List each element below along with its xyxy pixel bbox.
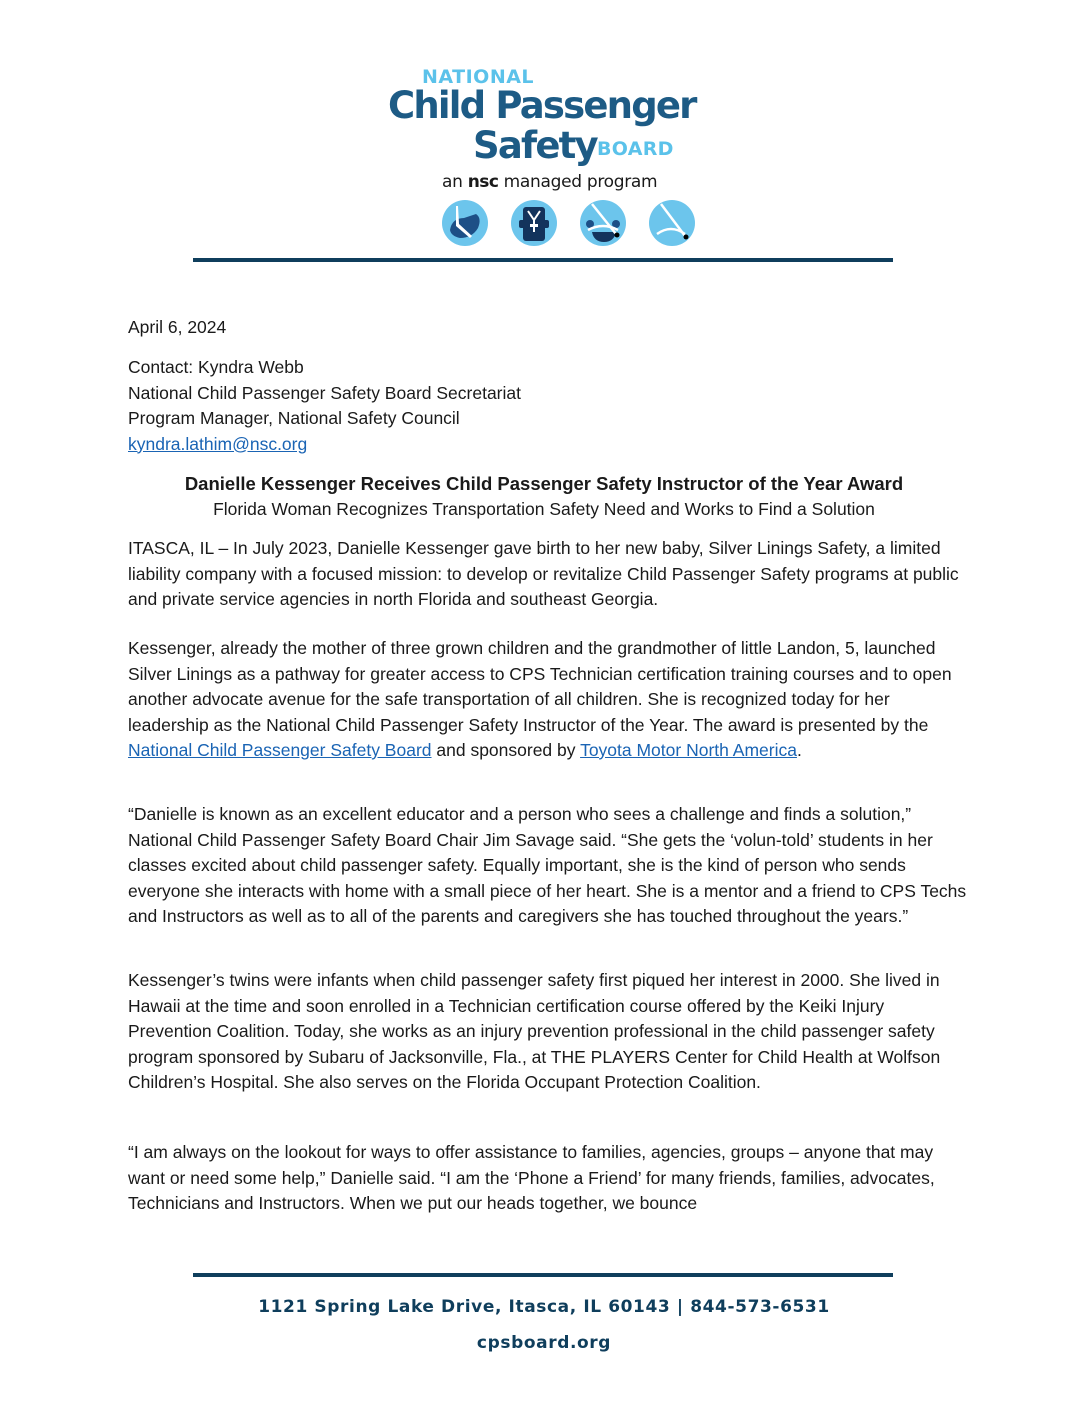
seat-belt-icon (649, 200, 695, 246)
paragraph-4: Kessenger’s twins were infants when child passenger safety first piqued her interest in 2000. She lived in Hawaii at the time and soon enrolled in a Technician certification course offered by the Keiki Injury Prevention Coalition. Today, she works as an injury prevention professional in the child passenger safety program sponsored by Subaru of Jacksonville, Fla., at THE PLAYERS Center for Child Health at Wolfson Children’s Hospital. She also serves on the Florida Occupant Protection Coalition. (128, 970, 941, 1092)
logo-board-text: BOARD (597, 138, 674, 160)
release-date: April 6, 2024 (128, 317, 227, 337)
footer-address: 1121 Spring Lake Drive, Itasca, IL 60143 | 844-573-6531 (258, 1297, 830, 1317)
contact-block (128, 355, 968, 457)
paragraph-2-text-end: . (796, 740, 802, 760)
paragraph-5: “I am always on the lookout for ways to offer assistance to families, agencies, groups – anyone that may want or need some help,” Danielle said. “I am the ‘Phone a Friend’ for many friends, families, advocates, Technicians and Instructors. When we put our heads together, we bounce (128, 1142, 935, 1213)
paragraph-2 (128, 636, 968, 764)
booster-seat-icon (580, 200, 626, 246)
contact-title: Program Manager, National Safety Council (128, 408, 460, 428)
harness-seat-icon (511, 200, 557, 246)
paragraph-3: “Danielle is known as an excellent educator and a person who sees a challenge and finds a solution,” National Child Passenger Safety Board Chair Jim Savage said. “She gets the ‘volun-told’ students in her classes excited about child passenger safety. Equally important, she is the kind of person who sends everyone she interacts with home with a small piece of her heart. She is a mentor and a friend to CPS Techs and Instructors as well as to all of the parents and caregivers she has touched throughout the years.” (128, 804, 967, 926)
paragraph-2-text: Kessenger, already the mother of three grown children and the grandmother of little Landon, 5, launched Silver Linings as a pathway for greater access to CPS Technician certification training courses and to open another advocate avenue for the safe transportation of all children. She is recognized today for her leadership as the National Child Passenger Safety Instructor of the Year. The award is presented by the (128, 638, 952, 735)
toyota-link[interactable]: Toyota Motor North America (580, 740, 797, 760)
header-divider (193, 258, 893, 262)
infant-seat-icon (442, 200, 488, 246)
logo-tagline (442, 172, 657, 192)
logo-icon-row (442, 200, 702, 246)
paragraph-1: ITASCA, IL – In July 2023, Danielle Kessenger gave birth to her new baby, Silver Linings Safety, a limited liability company with a focused mission: to develop or revitalize Child Passenger Safety programs at public and private service agencies in north Florida and southeast Georgia. (128, 538, 959, 609)
tagline-prefix: an (442, 172, 468, 192)
headline: Danielle Kessenger Receives Child Passenger Safety Instructor of the Year Award (184, 473, 904, 494)
footer-website: cpsboard.org (476, 1333, 612, 1353)
tagline-nsc-brand: nsc (467, 172, 499, 192)
contact-email-link[interactable]: kyndra.lathim@nsc.org (128, 433, 308, 454)
cps-board-link[interactable]: National Child Passenger Safety Board (128, 740, 432, 760)
tagline-suffix: managed program (498, 172, 658, 192)
logo-title-line1: Child Passenger (388, 84, 696, 127)
contact-org: National Child Passenger Safety Board Secretariat (128, 382, 521, 403)
footer-divider (193, 1273, 893, 1277)
logo-national-text: NATIONAL (422, 66, 535, 88)
logo-title-line2: Safety (473, 124, 597, 167)
subheadline: Florida Woman Recognizes Transportation Safety Need and Works to Find a Solution (213, 499, 875, 519)
contact-name: Contact: Kyndra Webb (128, 357, 304, 377)
paragraph-2-text-mid: and sponsored by (431, 740, 581, 760)
